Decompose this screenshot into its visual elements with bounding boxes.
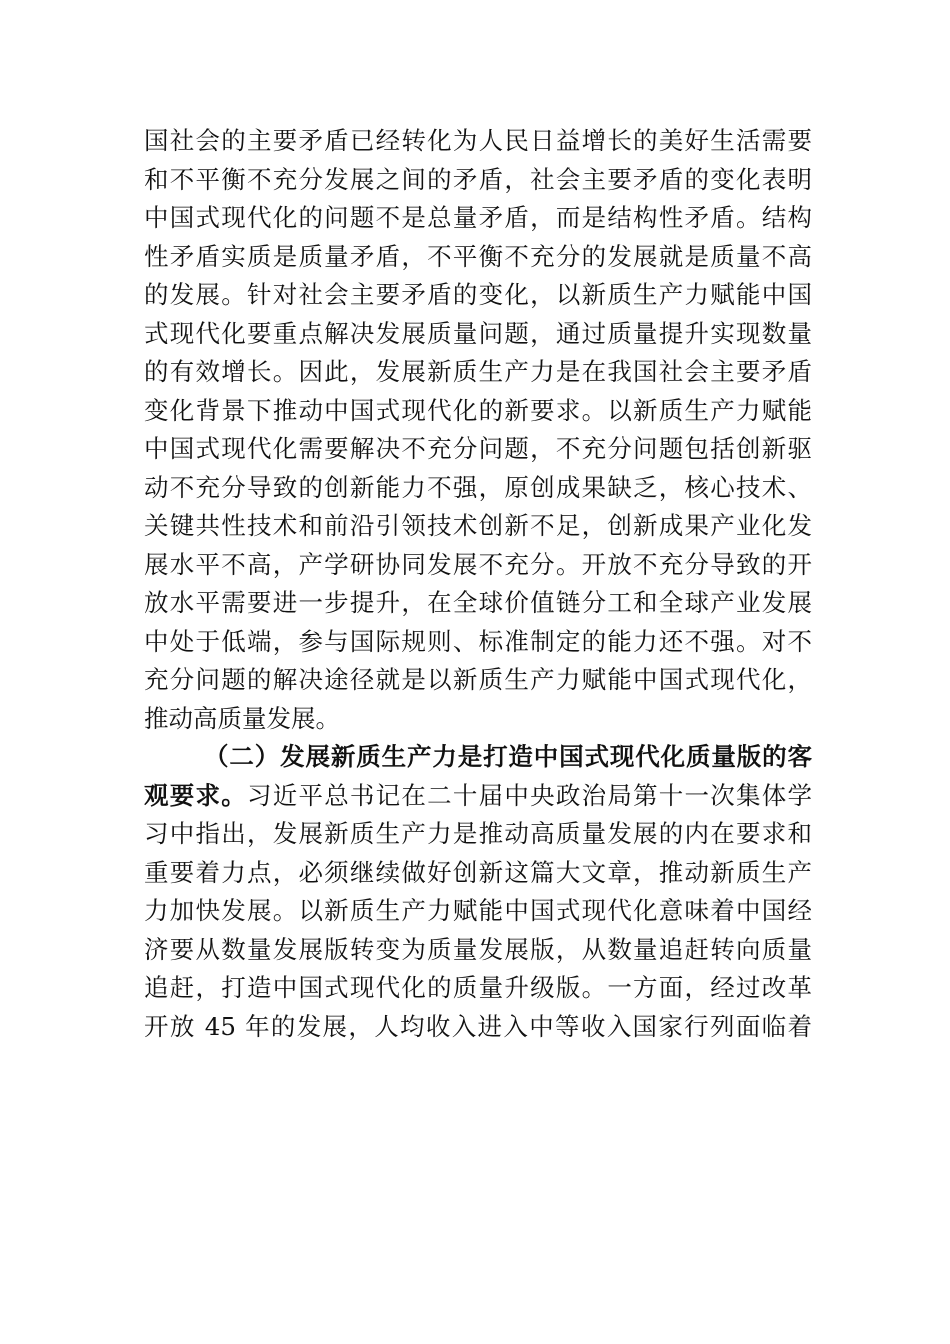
text-line: 中国式现代化需要解决不充分问题，不充分问题包括创新驱 — [144, 434, 812, 463]
text-line: 开放 45 年的发展，人均收入进入中等收入国家行列面临着 — [144, 1011, 812, 1041]
text-line: 力加快发展。以新质生产力赋能中国式现代化意味着中国经 — [144, 896, 812, 925]
text-line: 习中指出，发展新质生产力是推动高质量发展的内在要求和 — [144, 819, 812, 848]
text-line: 推动高质量发展。 — [144, 703, 340, 733]
text-line: 和不平衡不充分发展之间的矛盾，社会主要矛盾的变化表明 — [144, 164, 812, 194]
section-heading: （二）发展新质生产力是打造中国式现代化质量版的客 — [204, 742, 812, 771]
text-line-rest: 习近平总书记在二十届中央政治局第十一次集体学 — [246, 780, 813, 810]
text-line: 中国式现代化的问题不是总量矛盾，而是结构性矛盾。结构 — [144, 203, 812, 232]
text-line: 性矛盾实质是质量矛盾，不平衡不充分的发展就是质量不高 — [144, 241, 812, 271]
text-line: 追赶，打造中国式现代化的质量升级版。一方面，经过改革 — [144, 973, 812, 1002]
text-line: 展水平不高，产学研协同发展不充分。开放不充分导致的开 — [144, 549, 812, 579]
text-line: 济要从数量发展版转变为质量发展版，从数量追赶转向质量 — [144, 934, 812, 964]
section-heading-end: 观要求。 — [144, 780, 247, 810]
text-line: 关键共性技术和前沿引领技术创新不足，创新成果产业化发 — [144, 511, 812, 540]
body-text — [144, 122, 812, 1046]
text-line: 中处于低端，参与国际规则、标准制定的能力还不强。对不 — [144, 626, 812, 656]
paragraph-1 — [144, 122, 812, 738]
text-line: 式现代化要重点解决发展质量问题，通过质量提升实现数量 — [144, 318, 812, 348]
text-line — [144, 777, 812, 816]
paragraph-2 — [144, 738, 812, 1046]
text-line: 变化背景下推动中国式现代化的新要求。以新质生产力赋能 — [144, 395, 812, 425]
text-line: 动不充分导致的创新能力不强，原创成果缺乏，核心技术、 — [144, 472, 812, 502]
text-line: 放水平需要进一步提升，在全球价值链分工和全球产业发展 — [144, 588, 812, 617]
text-line: 重要着力点，必须继续做好创新这篇大文章，推动新质生产 — [144, 857, 812, 887]
text-line: 国社会的主要矛盾已经转化为人民日益增长的美好生活需要 — [144, 126, 812, 155]
text-line: 的有效增长。因此，发展新质生产力是在我国社会主要矛盾 — [144, 357, 812, 386]
text-line: 的发展。针对社会主要矛盾的变化，以新质生产力赋能中国 — [144, 280, 812, 309]
text-line: 充分问题的解决途径就是以新质生产力赋能中国式现代化， — [144, 665, 812, 694]
